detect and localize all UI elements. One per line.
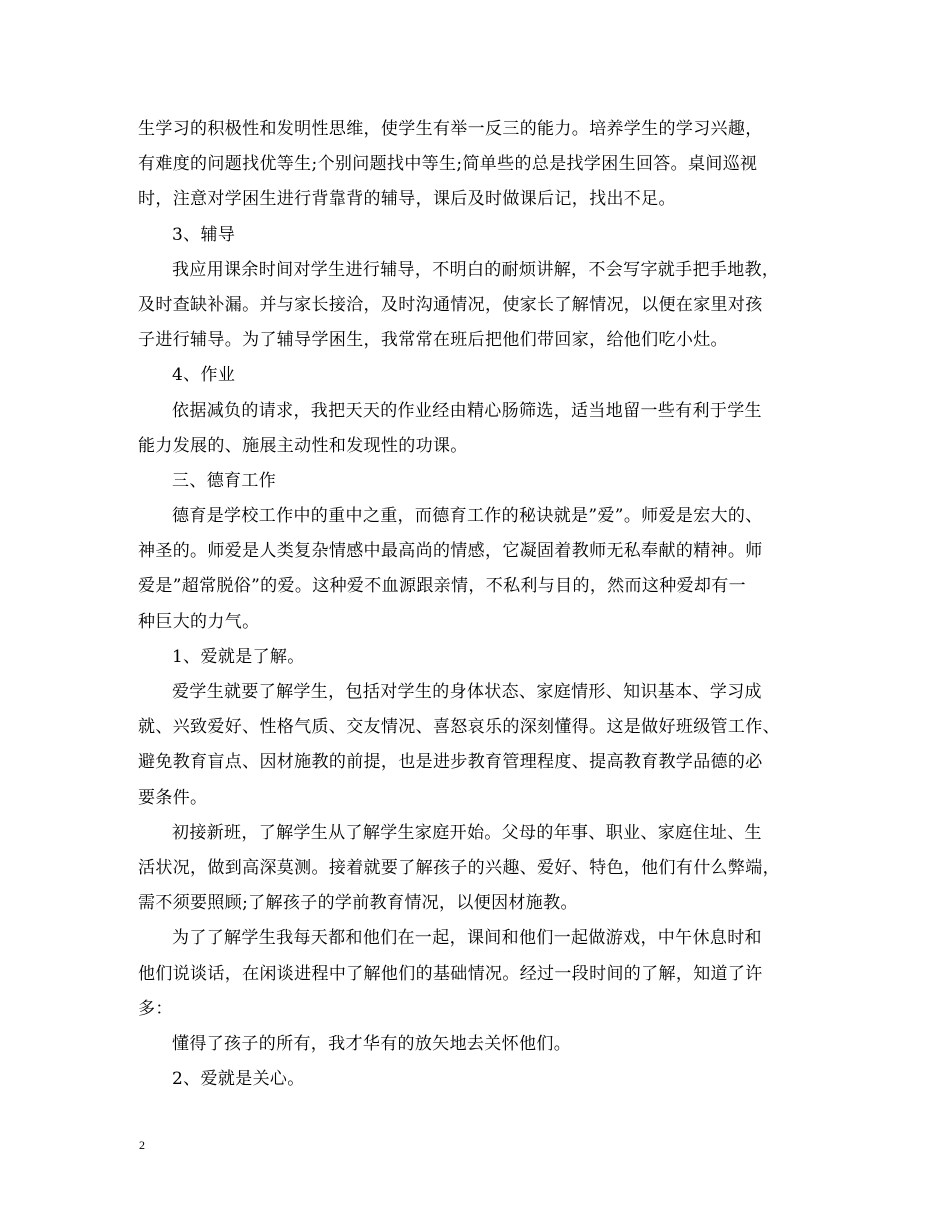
text-line: 为了了解学生我每天都和他们在一起，课间和他们一起做游戏，中午休息时和 <box>172 928 762 949</box>
page-number: 2 <box>139 1138 145 1152</box>
text-line: 时，注意对学困生进行背靠背的辅导，课后及时做课后记，找出不足。 <box>138 189 676 210</box>
text-line: 活状况，做到高深莫测。接着就要了解孩子的兴趣、爱好、特色，他们有什么弊端， <box>138 857 780 878</box>
text-line: 需不须要照顾;了解孩子的学前教育情况，以便因材施教。 <box>138 893 578 914</box>
text-line: 避免教育盲点、因材施教的前提，也是进步教育管理程度、提高教育教学品德的必 <box>138 752 763 773</box>
text-line: 2、爱就是关心。 <box>172 1069 305 1090</box>
text-line: 我应用课余时间对学生进行辅导，不明白的耐烦讲解，不会写字就手把手地教， <box>172 259 780 280</box>
text-line: 能力发展的、施展主动性和发现性的功课。 <box>138 435 468 456</box>
text-line: 三、德育工作 <box>172 470 277 491</box>
body-text <box>138 112 814 1097</box>
text-line: 他们说谈话，在闲谈进程中了解他们的基础情况。经过一段时间的了解，知道了许 <box>138 963 763 984</box>
text-line: 及时查缺补漏。并与家长接洽，及时沟通情况，使家长了解情况，以便在家里对孩 <box>138 294 763 315</box>
text-line: 神圣的。师爱是人类复杂情感中最高尚的情感，它凝固着教师无私奉献的精神。师 <box>138 541 763 562</box>
text-line: 爱是”超常脱俗”的爱。这种爱不血源跟亲情，不私利与目的，然而这种爱却有一 <box>138 576 746 597</box>
text-line: 就、兴致爱好、性格气质、交友情况、喜怒哀乐的深刻懂得。这是做好班级管工作、 <box>138 717 780 738</box>
text-line: 种巨大的力气。 <box>138 611 260 632</box>
text-line: 初接新班，了解学生从了解学生家庭开始。父母的年事、职业、家庭住址、生 <box>172 822 762 843</box>
text-line: 1、爱就是了解。 <box>172 646 305 667</box>
text-line: 德育是学校工作中的重中之重，而德育工作的秘诀就是”爱”。师爱是宏大的、 <box>172 506 763 527</box>
text-line: 有难度的问题找优等生;个别问题找中等生;简单些的总是找学困生回答。桌间巡视 <box>138 154 758 175</box>
text-line: 生学习的积极性和发明性思维，使学生有举一反三的能力。培养学生的学习兴趣， <box>138 119 763 139</box>
text-line: 懂得了孩子的所有，我才华有的放矢地去关怀他们。 <box>172 1033 572 1054</box>
text-line: 子进行辅导。为了辅导学困生，我常常在班后把他们带回家，给他们吃小灶。 <box>138 330 728 351</box>
text-line: 要条件。 <box>138 787 208 808</box>
text-line: 4、作业 <box>172 365 236 386</box>
text-line: 多： <box>138 998 173 1019</box>
text-line: 爱学生就要了解学生，包括对学生的身体状态、家庭情形、知识基本、学习成 <box>172 682 762 702</box>
text-line: 依据减负的请求，我把天天的作业经由精心肠筛选，适当地留一些有利于学生 <box>172 400 762 421</box>
text-line: 3、辅导 <box>172 224 236 245</box>
